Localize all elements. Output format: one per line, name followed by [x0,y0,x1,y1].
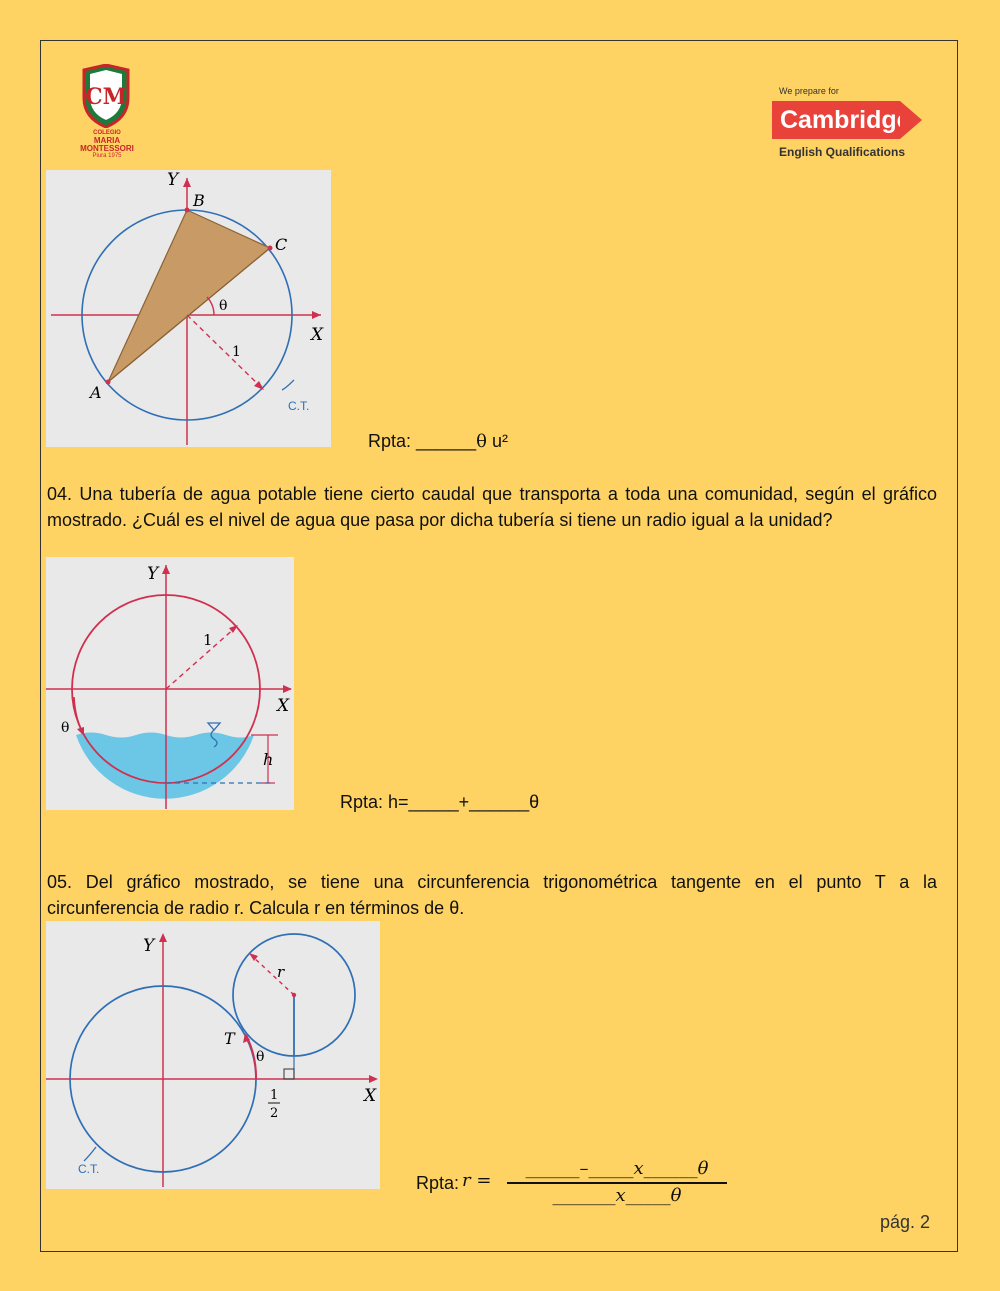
radius-label-2: 1 [203,631,213,649]
shaded-triangle [108,210,270,382]
cambridge-brand: Cambridge [772,101,900,139]
theta-label-2: θ [61,720,70,736]
water-region [76,733,254,799]
axis-y-label: Y [167,170,179,190]
school-shield-icon [80,64,132,128]
answer-3-lhs: r = [462,1170,492,1191]
theta-label: θ [219,298,228,314]
answer-2[interactable]: Rpta: h=_____+______θ [340,792,540,812]
school-line3: MONTESSORI [80,144,134,153]
cambridge-arrow-icon [900,101,922,139]
page-number: pág. 2 [880,1212,931,1232]
answer-1 [368,429,508,454]
figure-tangent-circles [46,921,380,1189]
axis-x-label: X [311,325,324,345]
school-line2: MARIA [93,136,121,145]
question-5-line2: circunferencia de radio r. Calcula r en términos de θ. [47,898,465,918]
h-label: h [263,750,274,769]
question-4-line1: 04. Una tubería de agua potable tiene cierto caudal que transporta a toda una comunidad, según el gráfico [47,484,937,504]
point-b-label: B [193,191,205,210]
answer-1-blank[interactable]: ______ [416,431,477,451]
question-5-line1: 05. Del gráfico mostrado, se tiene una circunferencia trigonométrica tangente en el punto T a la [47,872,937,892]
answer-1-label: Rpta: [368,431,417,451]
ct-label: C.T. [288,399,310,413]
ct-label-3: C.T. [78,1162,100,1176]
half-denominator: 2 [270,1106,279,1121]
figure-water-pipe [46,557,294,810]
t-label: T [224,1029,235,1048]
question-4-line2: mostrado. ¿Cuál es el nivel de agua que pasa por dicha tubería si tiene un radio igual a la unidad? [47,510,833,530]
axis-x-label-3: X [364,1086,377,1106]
answer-1-theta: θ [476,431,487,452]
point-a-label: A [90,383,102,402]
answer-3-label: Rpta: [416,1173,460,1193]
axis-y-label-2: Y [147,564,159,584]
answer-3-numerator[interactable]: ______–_____x______θ [525,1158,709,1179]
point-c-label: C [275,235,288,254]
axis-x-label-2: X [277,696,290,716]
cambridge-sub: English Qualifications [779,145,906,159]
radius-label: 1 [232,344,241,360]
cambridge-tagline: We prepare for [779,86,839,96]
school-line4: Piura 1975 [92,153,122,159]
school-initials: CM [85,84,127,110]
answer-3-denominator[interactable]: _______x_____θ [552,1185,682,1206]
axis-y-label-3: Y [143,936,155,956]
half-numerator: 1 [270,1088,279,1103]
figure-triangle-circle [46,170,331,447]
theta-label-3: θ [256,1049,265,1065]
answer-1-unit: u² [486,431,508,451]
r-label: r [277,963,285,981]
fraction-bar [507,1182,727,1184]
school-line1: COLEGIO [93,130,121,136]
